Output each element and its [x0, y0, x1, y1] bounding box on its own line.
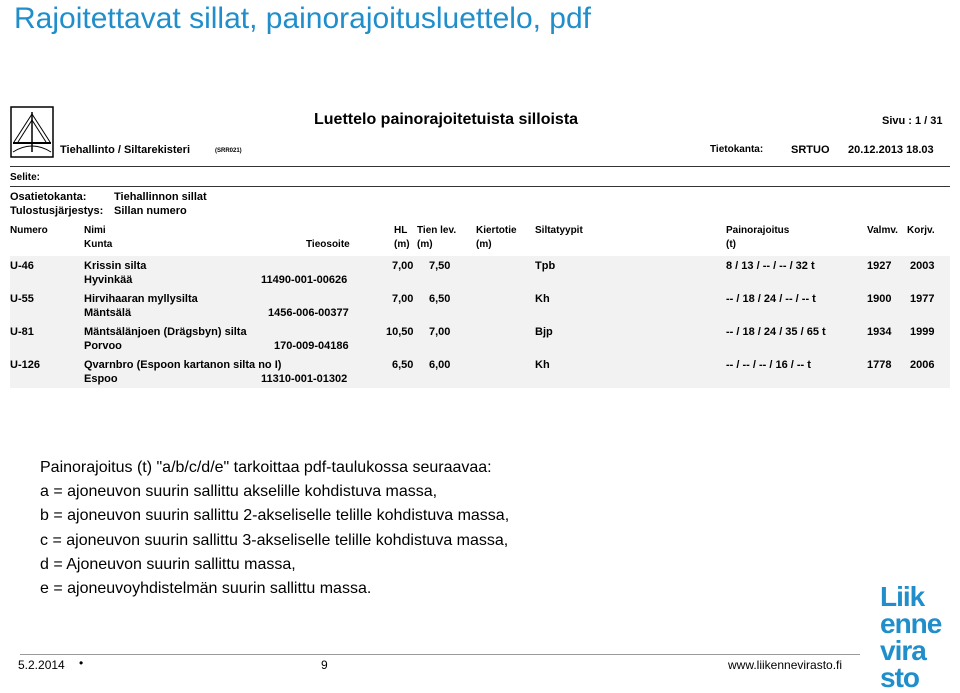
divider: [10, 186, 950, 187]
report-code: (SRR021): [215, 148, 242, 154]
legend-label: Selite:: [10, 172, 41, 183]
document-page: Sivu : 1 / 31: [882, 115, 943, 127]
cell-hl: 10,50: [386, 326, 414, 338]
cell-numero: U-46: [10, 260, 34, 272]
header-siltatyypit: Siltatyypit: [535, 225, 583, 236]
cell-painorajoitus: -- / 18 / 24 / -- / -- t: [726, 293, 816, 305]
cell-valmv: 1927: [867, 260, 892, 272]
logo-line: enne: [880, 608, 942, 639]
cell-korjv: 1999: [910, 326, 935, 338]
cell-painorajoitus: 8 / 13 / -- / -- / 32 t: [726, 260, 815, 272]
explanation-line: e = ajoneuvoyhdistelmän suurin sallittu massa.: [40, 580, 372, 598]
cell-siltatyyppi: Kh: [535, 359, 550, 371]
cell-hl: 7,00: [392, 293, 414, 305]
header-hl: HL: [394, 225, 408, 236]
cell-kunta: Mäntsälä: [84, 307, 132, 319]
cell-korjv: 1977: [910, 293, 935, 305]
print-datestamp: 20.12.2013 18.03: [848, 144, 934, 156]
footer-divider: [20, 654, 860, 655]
cell-tienlev: 6,00: [429, 359, 451, 371]
cell-siltatyyppi: Tpb: [535, 260, 556, 272]
header-tieosoite: Tieosoite: [306, 239, 350, 250]
cell-nimi: Krissin silta: [84, 260, 147, 272]
database-label: Tietokanta:: [710, 144, 764, 155]
divider: [10, 166, 950, 167]
explanation-line: d = Ajoneuvon suurin sallittu massa,: [40, 555, 296, 573]
cell-painorajoitus: -- / -- / -- / 16 / -- t: [726, 359, 811, 371]
header-kiertotie-unit: (m): [476, 239, 492, 250]
cell-numero: U-126: [10, 359, 40, 371]
cell-nimi: Hirvihaaran myllysilta: [84, 293, 198, 305]
header-kunta: Kunta: [84, 239, 113, 250]
meta-label: Osatietokanta:: [10, 191, 87, 203]
cell-valmv: 1934: [867, 326, 892, 338]
footer-date: 5.2.2014: [18, 658, 65, 672]
logo-line: sto: [880, 662, 919, 693]
explanation-line: b = ajoneuvon suurin sallittu 2-akseliselle telille kohdistuva massa,: [40, 507, 510, 525]
cell-tieosoite: 170-009-04186: [274, 340, 349, 352]
cell-nimi: Qvarnbro (Espoon kartanon silta no I): [84, 359, 282, 371]
bridge-logo-icon: [10, 106, 54, 158]
header-tienlev-unit: (m): [417, 239, 433, 250]
header-numero: Numero: [10, 225, 48, 236]
cell-hl: 7,00: [392, 260, 414, 272]
pdf-excerpt: [10, 100, 950, 390]
cell-valmv: 1778: [867, 359, 892, 371]
logo-line: Liik: [880, 581, 925, 612]
cell-hl: 6,50: [392, 359, 414, 371]
meta-label: Tulostusjärjestys:: [10, 205, 104, 217]
cell-siltatyyppi: Kh: [535, 293, 550, 305]
cell-korjv: 2003: [910, 260, 935, 272]
cell-korjv: 2006: [910, 359, 935, 371]
cell-valmv: 1900: [867, 293, 892, 305]
footer-url: www.liikennevirasto.fi: [728, 658, 843, 672]
cell-siltatyyppi: Bjp: [535, 326, 553, 338]
cell-tienlev: 6,50: [429, 293, 451, 305]
cell-nimi: Mäntsälänjoen (Drägsbyn) silta: [84, 326, 247, 338]
cell-painorajoitus: -- / 18 / 24 / 35 / 65 t: [726, 326, 826, 338]
header-painorajoitus: Painorajoitus: [726, 225, 790, 236]
logo-line: vira: [880, 635, 926, 666]
cell-numero: U-55: [10, 293, 34, 305]
meta-value: Sillan numero: [114, 205, 187, 217]
cell-tienlev: 7,50: [429, 260, 451, 272]
weight-limit-explanation: [40, 456, 509, 601]
meta-value: Tiehallinnon sillat: [114, 191, 207, 203]
header-korjv: Korjv.: [907, 225, 935, 236]
liikennevirasto-logo: [880, 583, 958, 691]
cell-tieosoite: 1456-006-00377: [268, 307, 349, 319]
header-tienlev: Tien lev.: [417, 225, 457, 236]
explanation-line: Painorajoitus (t) "a/b/c/d/e" tarkoittaa pdf-taulukossa seuraavaa:: [40, 459, 492, 476]
cell-kunta: Porvoo: [84, 340, 122, 352]
explanation-line: a = ajoneuvon suurin sallittu akselille kohdistuva massa,: [40, 483, 438, 501]
header-kiertotie: Kiertotie: [476, 225, 517, 236]
footer-bullet: •: [79, 656, 84, 670]
cell-numero: U-81: [10, 326, 34, 338]
cell-tienlev: 7,00: [429, 326, 451, 338]
cell-tieosoite: 11490-001-00626: [261, 274, 348, 286]
org-name: Tiehallinto / Siltarekisteri: [60, 144, 191, 156]
document-title: Luettelo painorajoitetuista silloista: [314, 111, 579, 128]
explanation-line: c = ajoneuvon suurin sallittu 3-akseliselle telille kohdistuva massa,: [40, 531, 509, 549]
slide-title: Rajoitettavat sillat, painorajoitusluettelo, pdf: [14, 2, 592, 35]
header-nimi: Nimi: [84, 225, 106, 236]
footer-page-number: 9: [321, 658, 328, 672]
cell-kunta: Espoo: [84, 373, 118, 385]
header-valmv: Valmv.: [867, 225, 898, 236]
cell-tieosoite: 11310-001-01302: [261, 373, 348, 385]
header-painorajoitus-unit: (t): [726, 239, 736, 250]
database-value: SRTUO: [791, 144, 830, 156]
cell-kunta: Hyvinkää: [84, 274, 133, 286]
header-hl-unit: (m): [394, 239, 410, 250]
